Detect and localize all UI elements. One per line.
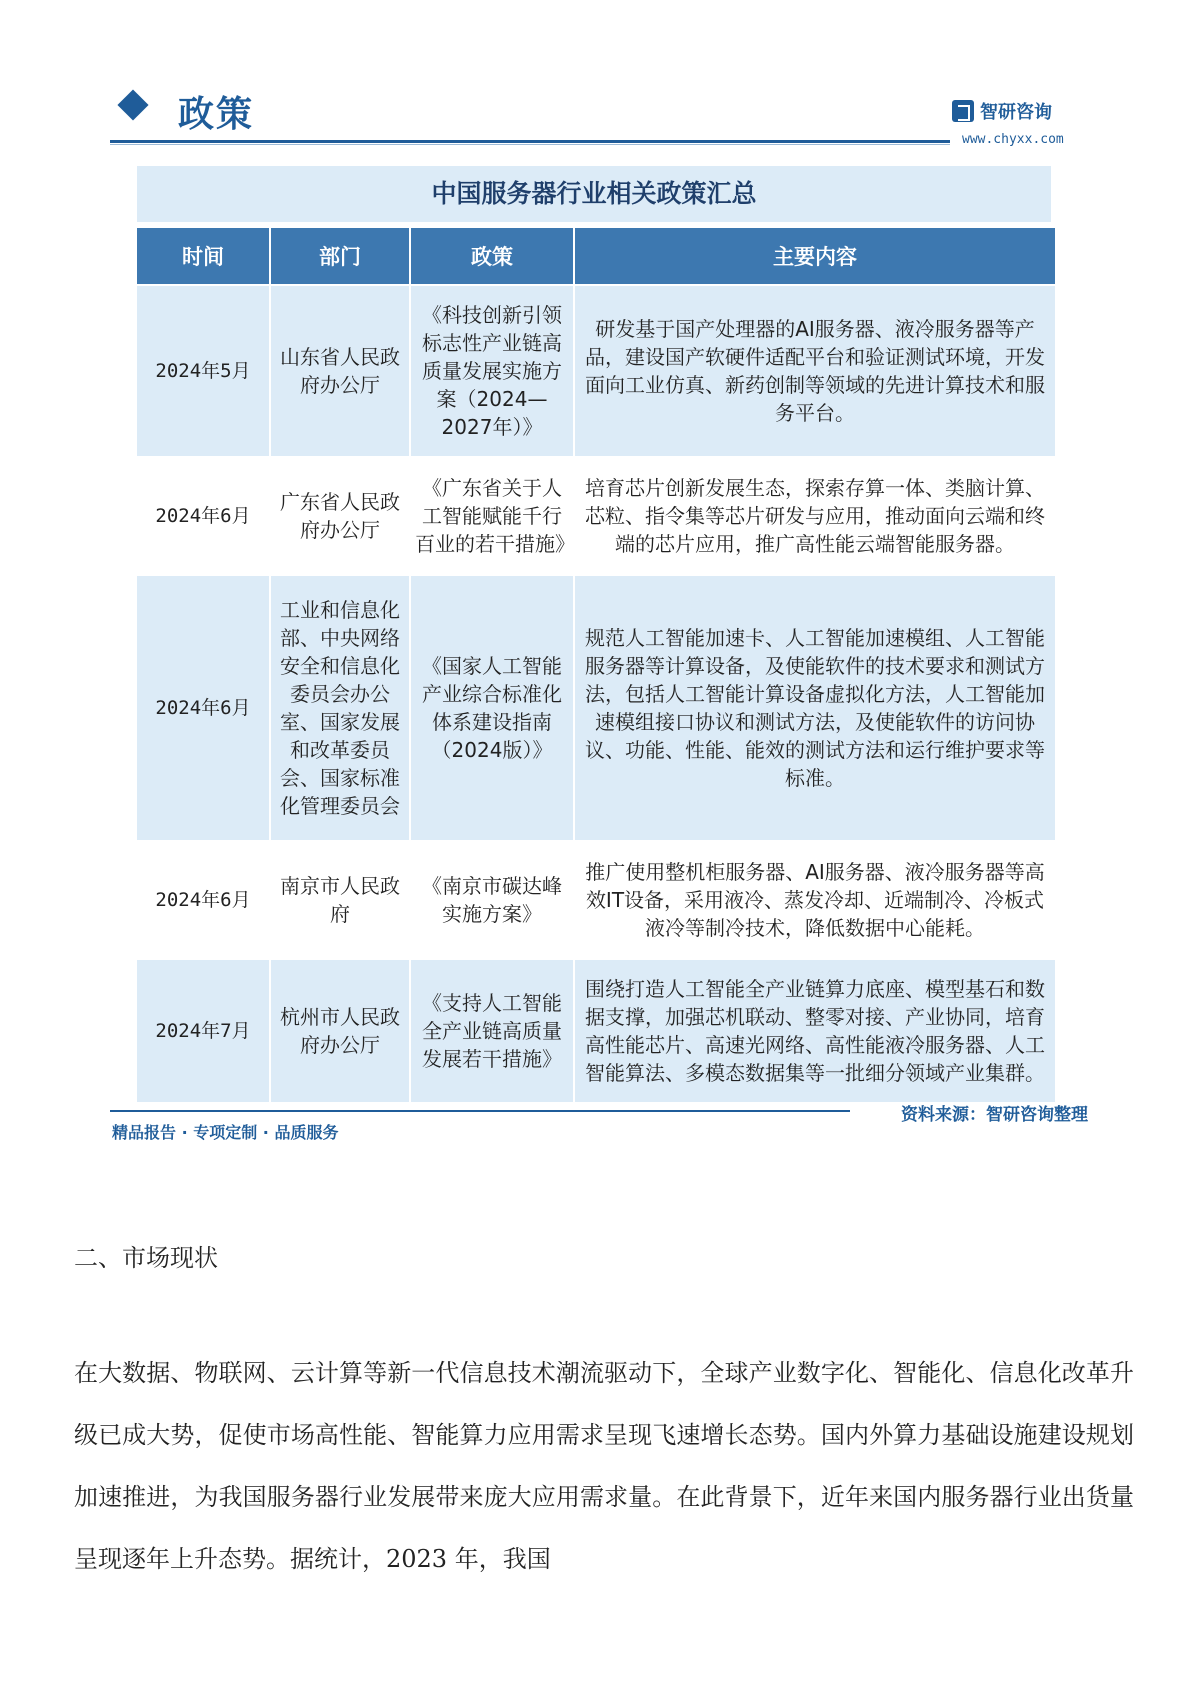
policy-table-figure: [137, 166, 1051, 1104]
footer-divider: [110, 1110, 850, 1112]
column-header-dept: 部门: [271, 228, 409, 284]
section-title: 政策: [178, 93, 255, 135]
figure-footer: [110, 1105, 1088, 1142]
cell-content: 推广使用整机柜服务器、AI服务器、液冷服务器等高效IT设备，采用液冷、蒸发冷却、近端制冷、冷板式液冷等制冷技术，降低数据中心能耗。: [575, 842, 1055, 958]
section-heading: 二、市场现状: [74, 1244, 218, 1272]
cell-policy: 《广东省关于人工智能赋能千行百业的若干措施》: [411, 458, 573, 574]
header-divider-thin: [110, 144, 950, 145]
table-row: [137, 286, 1055, 456]
cell-dept: 广东省人民政府办公厅: [271, 458, 409, 574]
cell-content: 培育芯片创新发展生态，探索存算一体、类脑计算、芯粒、指令集等芯片研发与应用，推动面向云端和终端的芯片应用，推广高性能云端智能服务器。: [575, 458, 1055, 574]
cell-policy: 《南京市碳达峰实施方案》: [411, 842, 573, 958]
table-row: [137, 842, 1055, 958]
brand-url: www.chyxx.com: [962, 132, 1064, 147]
brand: [952, 98, 1072, 147]
cell-dept: 南京市人民政府: [271, 842, 409, 958]
table-title: 中国服务器行业相关政策汇总: [137, 166, 1051, 222]
figure-header: [110, 80, 1072, 150]
brand-logo-icon: [952, 100, 974, 122]
table-row: [137, 960, 1055, 1102]
diamond-icon: [117, 89, 148, 120]
cell-date: 2024年6月: [137, 458, 269, 574]
cell-date: 2024年7月: [137, 960, 269, 1102]
cell-dept: 工业和信息化部、中央网络安全和信息化委员会办公室、国家发展和改革委员会、国家标准化管理委员会: [271, 576, 409, 840]
cell-date: 2024年6月: [137, 576, 269, 840]
cell-dept: 杭州市人民政府办公厅: [271, 960, 409, 1102]
column-header-policy: 政策: [411, 228, 573, 284]
cell-date: 2024年5月: [137, 286, 269, 456]
cell-policy: 《科技创新引领标志性产业链高质量发展实施方案（2024—2027年）》: [411, 286, 573, 456]
table-header-row: [137, 228, 1055, 284]
column-header-time: 时间: [137, 228, 269, 284]
cell-date: 2024年6月: [137, 842, 269, 958]
cell-policy: 《国家人工智能产业综合标准化体系建设指南（2024版）》: [411, 576, 573, 840]
header-divider: [110, 140, 950, 143]
cell-content: 研发基于国产处理器的AI服务器、液冷服务器等产品，建设国产软硬件适配平台和验证测试环境，开发面向工业仿真、新药创制等领域的先进计算技术和服务平台。: [575, 286, 1055, 456]
column-header-content: 主要内容: [575, 228, 1055, 284]
table-row: [137, 458, 1055, 574]
source-note: 资料来源：智研咨询整理: [901, 1105, 1088, 1125]
table-row: [137, 576, 1055, 840]
policy-table: [135, 226, 1057, 1104]
footer-slogan: 精品报告 · 专项定制 · 品质服务: [112, 1123, 339, 1142]
cell-policy: 《支持人工智能全产业链高质量发展若干措施》: [411, 960, 573, 1102]
body-paragraph: 在大数据、物联网、云计算等新一代信息技术潮流驱动下，全球产业数字化、智能化、信息化改革升级已成大势，促使市场高性能、智能算力应用需求呈现飞速增长态势。国内外算力基础设施建设规划加速推进，为我国服务器行业发展带来庞大应用需求量。在此背景下，近年来国内服务器行业出货量呈现逐年上升态势。据统计，2023 年，我国: [74, 1359, 1134, 1573]
cell-dept: 山东省人民政府办公厅: [271, 286, 409, 456]
brand-name: 智研咨询: [980, 102, 1052, 123]
cell-content: 围绕打造人工智能全产业链算力底座、模型基石和数据支撑，加强芯机联动、整零对接、产业协同，培育高性能芯片、高速光网络、高性能液冷服务器、人工智能算法、多模态数据集等一批细分领域产业集群。: [575, 960, 1055, 1102]
cell-content: 规范人工智能加速卡、人工智能加速模组、人工智能服务器等计算设备，及使能软件的技术要求和测试方法，包括人工智能计算设备虚拟化方法，人工智能加速模组接口协议和测试方法，及使能软件的访问协议、功能、性能、能效的测试方法和运行维护要求等标准。: [575, 576, 1055, 840]
